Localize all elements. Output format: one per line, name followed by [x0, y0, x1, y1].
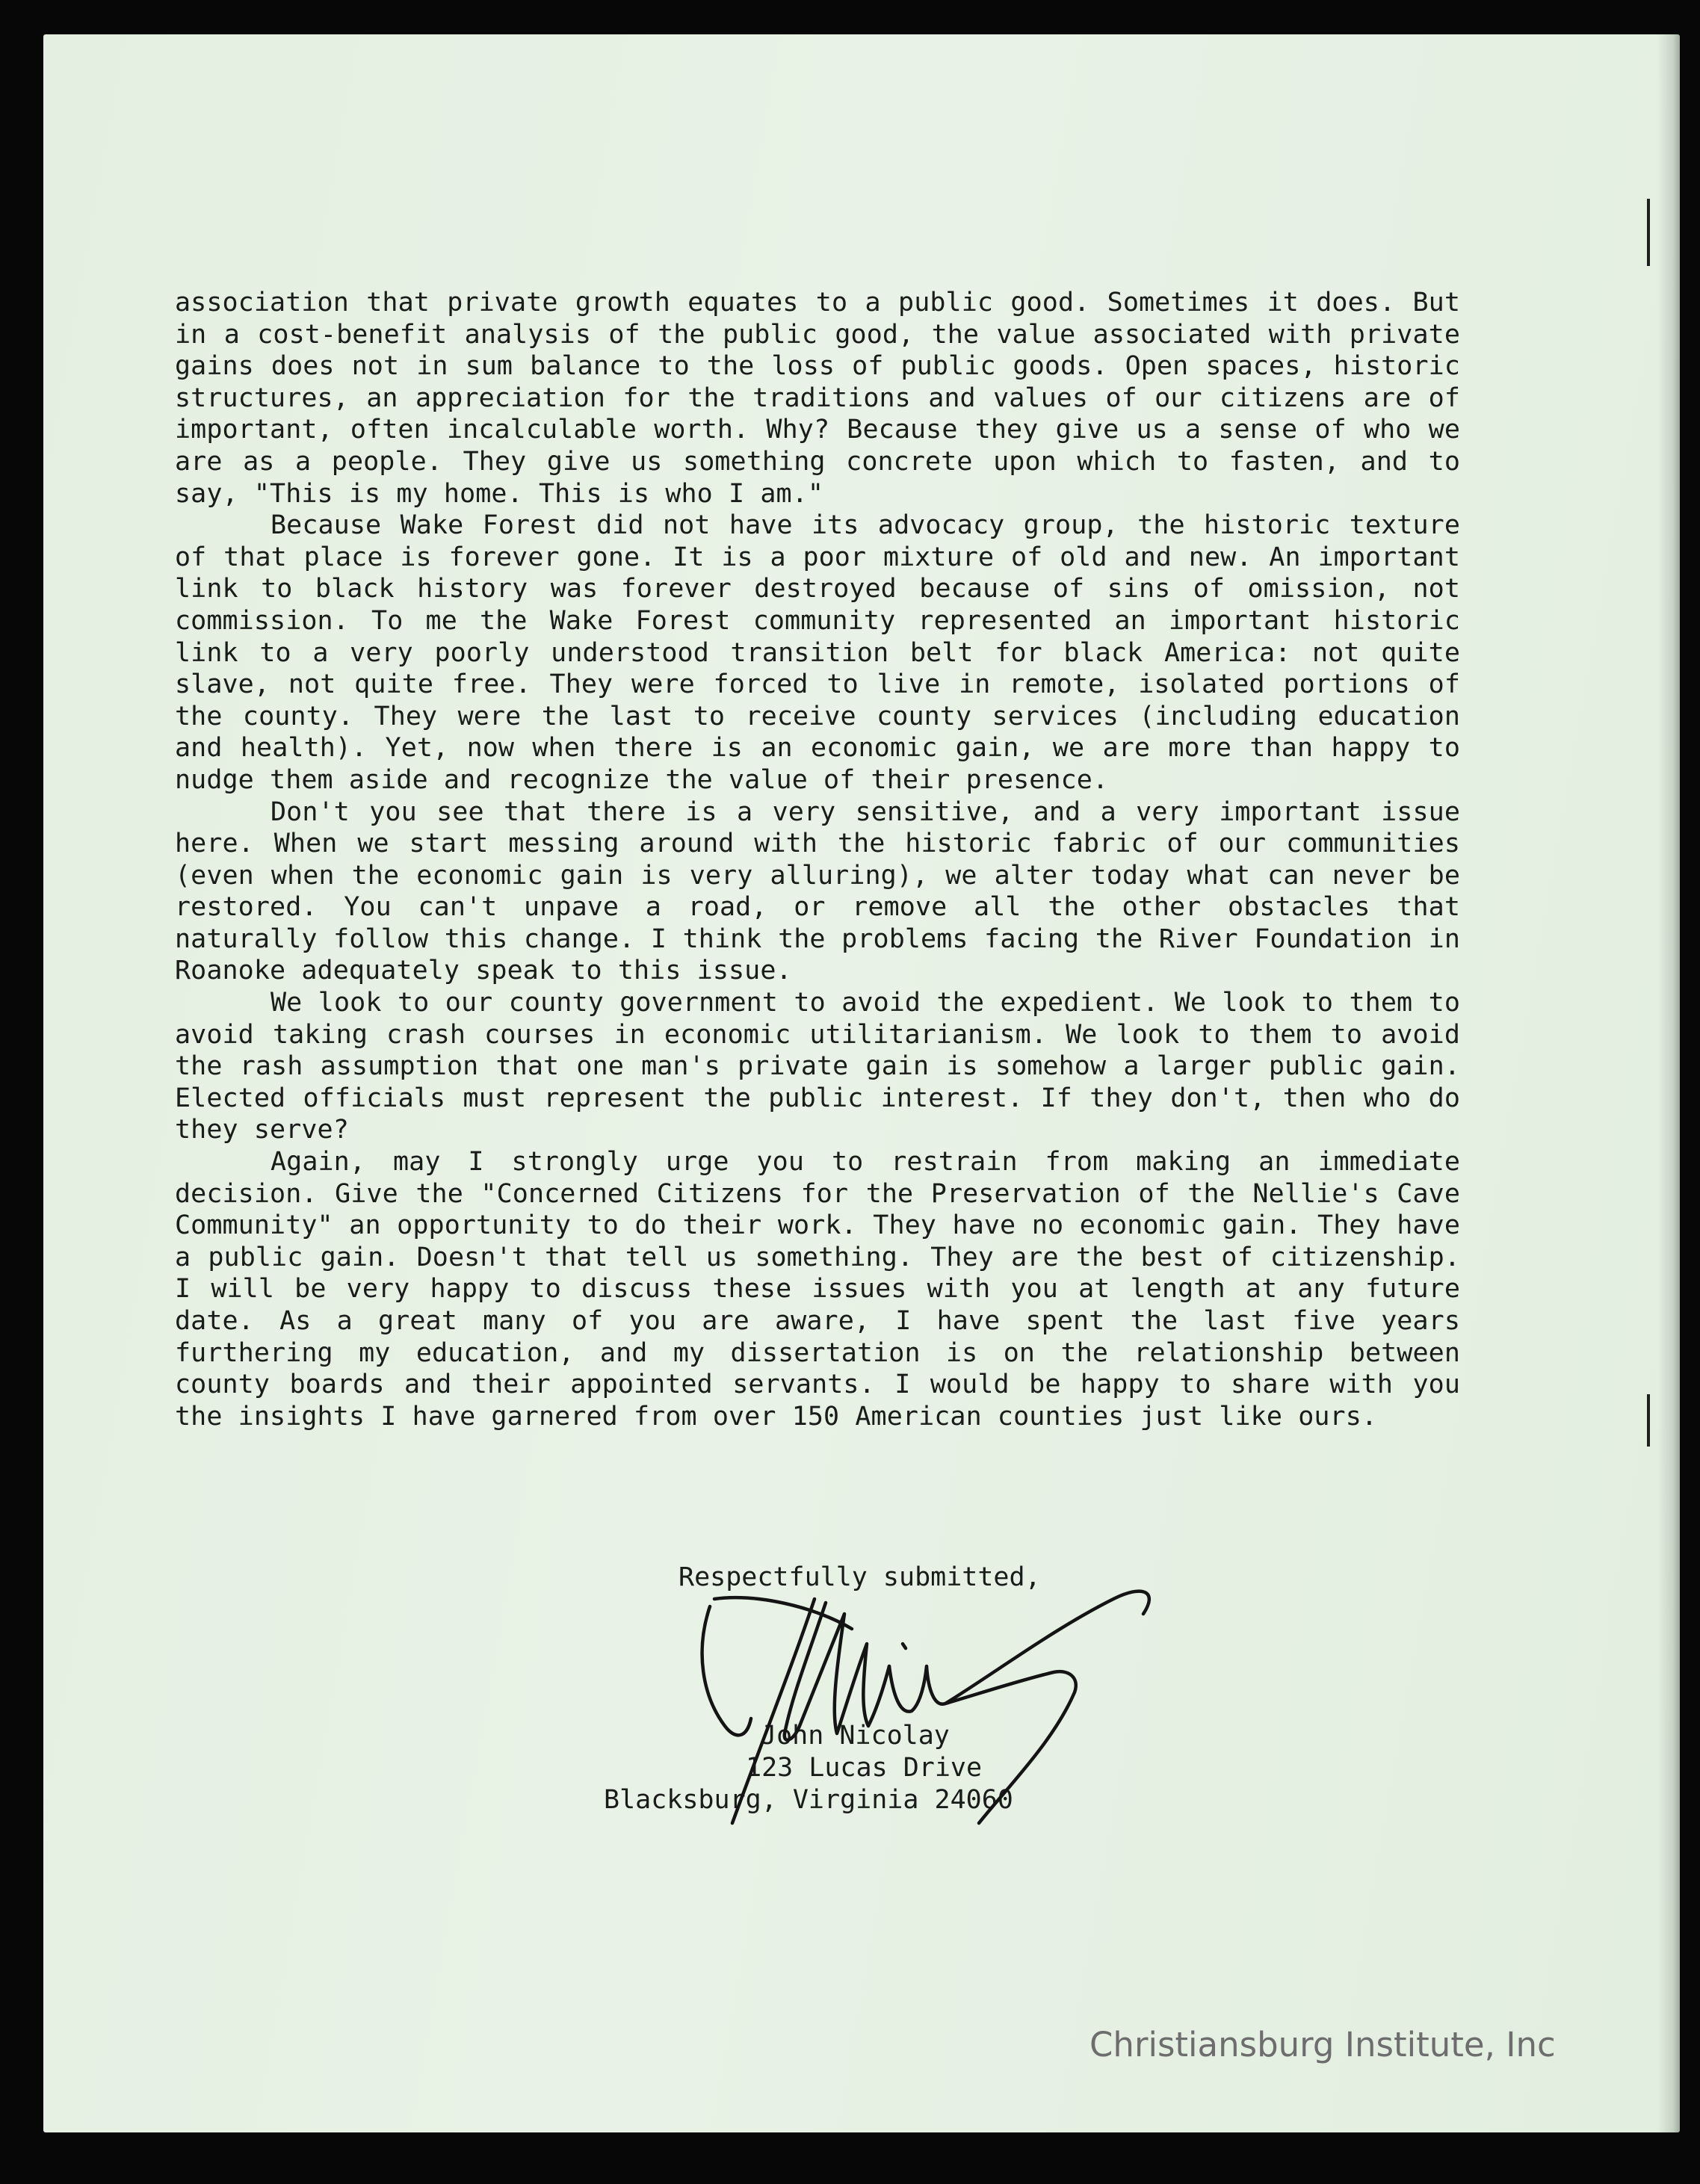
watermark: Christiansburg Institute, Inc	[1089, 2025, 1556, 2064]
signer-street: 123 Lucas Drive	[746, 1753, 983, 1783]
paragraph: association that private growth equates to a public good. Sometimes it does. But in a cost-benefit analysis of the public good, the value associated with private gains does not in sum balance to the loss of public goods. Open spaces, historic structures, an appreciation for the traditions and values of our citizens are of important, often incalculable worth. Why? Because they give us a sense of who we are as a people. They give us something concrete upon which to fasten, and to say, "This is my home. This is who I am."	[175, 288, 1460, 509]
paragraph: Again, may I strongly urge you to restrain from making an immediate decision. Give the "Concerned Citizens for the Preservation of the Nellie's Cave Community" an opportunity to do their work. They have no economic gain. They have a public gain. Doesn't that tell us something. They are the best of citizenship. I will be very happy to discuss these issues with you at length at any future date. As a great many of you are aware, I have spent the last five years furthering my education, and my dissertation is on the relationship between county boards and their appointed servants. I would be happy to share with you the insights I have garnered from over 150 American counties just like ours.	[175, 1147, 1460, 1432]
binding-mark	[1647, 199, 1650, 266]
paragraph: Because Wake Forest did not have its advocacy group, the historic texture of that place is forever gone. It is a poor mixture of old and new. An important link to black history was forever destroyed because of sins of omission, not commission. To me the Wake Forest community represented an important historic link to a very poorly understood transition belt for black America: not quite slave, not quite free. They were forced to live in remote, isolated portions of the county. They were the last to receive county services (including education and health). Yet, now when there is an economic gain, we are more than happy to nudge them aside and recognize the value of their presence.	[175, 510, 1460, 795]
paragraph: We look to our county government to avoid the expedient. We look to them to avoid taking crash courses in economic utilitarianism. We look to them to avoid the rash assumption that one man's private gain is somehow a larger public gain. Elected officials must represent the public interest. If they don't, then who do they serve?	[175, 988, 1460, 1145]
signer-city: Blacksburg, Virginia 24060	[604, 1785, 1013, 1815]
handwritten-signature	[665, 1584, 1203, 1838]
signer-name: John Nicolay	[761, 1721, 950, 1751]
binding-mark	[1647, 1394, 1650, 1447]
letter-body	[175, 287, 1460, 1432]
paper-edge-shadow	[1657, 34, 1680, 2132]
closing-line: Respectfully submitted,	[679, 1562, 1041, 1592]
paragraph: Don't you see that there is a very sensitive, and a very important issue here. When we start messing around with the historic fabric of our communities (even when the economic gain is very alluring), we alter today what can never be restored. You can't unpave a road, or remove all the other obstacles that naturally follow this change. I think the problems facing the River Foundation in Roanoke adequately speak to this issue.	[175, 796, 1460, 986]
